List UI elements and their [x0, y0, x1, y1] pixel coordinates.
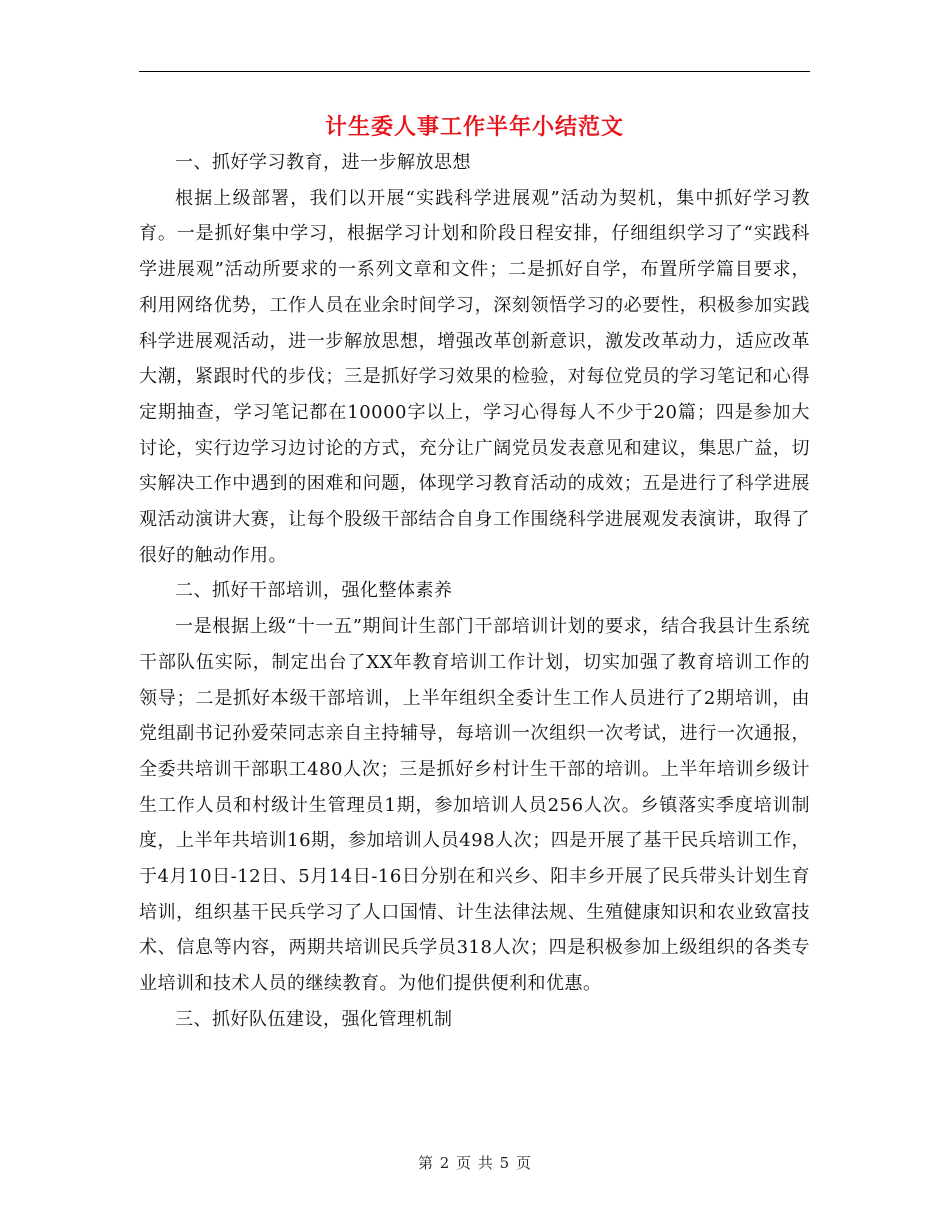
body-paragraph-2: 一是根据上级“十一五”期间计生部门干部培训计划的要求，结合我县计生系统干部队伍实际，制定出台了XX年教育培训工作计划，切实加强了教育培训工作的领导；二是抓好本级干部培训，上半年组织全委计生工作人员进行了2期培训，由党组副书记孙爱荣同志亲自主持辅导，每培训一次组织一次考试，进行一次通报，全委共培训干部职工480人次；三是抓好乡村计生干部的培训。上半年培训乡级计生工作人员和村级计生管理员1期，参加培训人员256人次。乡镇落实季度培训制度，上半年共培训16期，参加培训人员498人次；四是开展了基干民兵培训工作，于4月10日-12日、5月14日-16日分别在和兴乡、阳丰乡开展了民兵带头计划生育培训，组织基干民兵学习了人口国情、计生法律法规、生殖健康知识和农业致富技术、信息等内容，两期共培训民兵学员318人次；四是积极参加上级组织的各类专业培训和技术人员的继续教育。为他们提供便利和优惠。	[139, 616, 810, 995]
document-body	[139, 145, 810, 1038]
section-heading-1: 一、抓好学习教育，进一步解放思想	[175, 152, 471, 173]
page-number: 第 2 页 共 5 页	[418, 1154, 532, 1172]
section-heading-2: 二、抓好干部培训，强化整体素养	[175, 580, 453, 602]
body-paragraph-1: 根据上级部署，我们以开展“实践科学进展观”活动为契机，集中抓好学习教育。一是抓好集中学习，根据学习计划和阶段日程安排，仔细组织学习了“实践科学进展观”活动所要求的一系列文章和文件；二是抓好自学，布置所学篇目要求，利用网络优势，工作人员在业余时间学习，深刻领悟学习的必要性，积极参加实践科学进展观活动，进一步解放思想，增强改革创新意识，激发改革动力，适应改革大潮，紧跟时代的步伐；三是抓好学习效果的检验，对每位党员的学习笔记和心得定期抽查，学习笔记都在10000字以上，学习心得每人不少于20篇；四是参加大讨论，实行边学习边讨论的方式，充分让广阔党员发表意见和建议，集思广益，切实解决工作中遇到的困难和问题，体现学习教育活动的成效；五是进行了科学进展观活动演讲大赛，让每个股级干部结合自身工作围绕科学进展观发表演讲，取得了很好的触动作用。	[139, 187, 810, 566]
header-rule	[139, 71, 810, 72]
document-title: 计生委人事工作半年小结范文	[324, 114, 624, 140]
section-heading-3: 三、抓好队伍建设，强化管理机制	[175, 1008, 453, 1030]
